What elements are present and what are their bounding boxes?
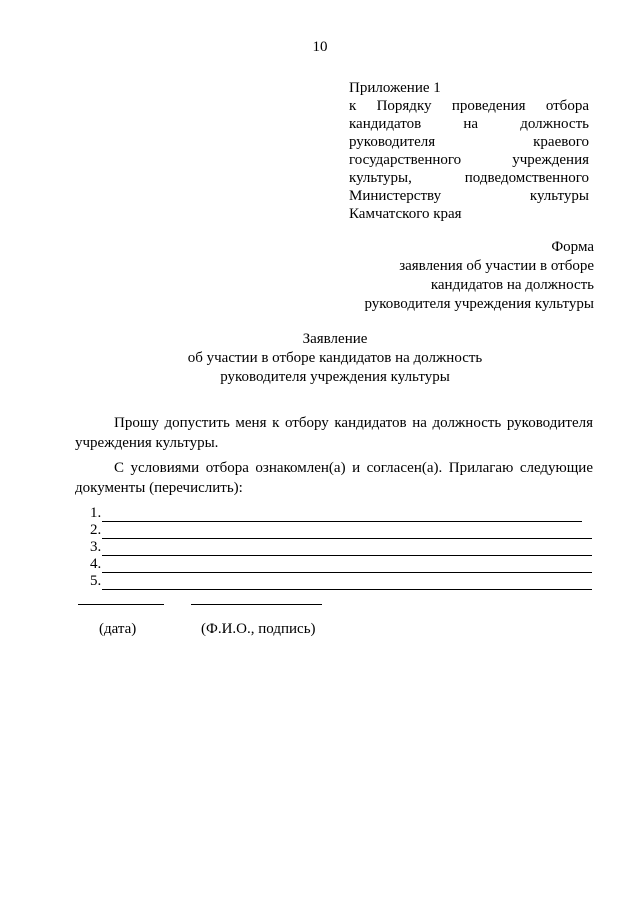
page-number: 10	[312, 39, 328, 55]
form-note-line: кандидатов на должность	[430, 277, 594, 293]
form-note-line: заявления об участии в отборе	[399, 258, 594, 274]
list-item	[90, 505, 592, 522]
title-line: руководителя учреждения культуры	[220, 369, 450, 385]
appendix-word: кандидатов	[349, 116, 422, 132]
appendix-word: отбора	[545, 98, 589, 114]
title-line: об участии в отборе кандидатов на должность	[187, 350, 483, 366]
title-line: Заявление	[302, 331, 368, 347]
appendix-word: к	[349, 98, 357, 114]
form-note-line: руководителя учреждения культуры	[364, 296, 594, 312]
appendix-word: должность	[520, 116, 589, 132]
form-note-line: Форма	[551, 239, 594, 255]
appendix-line	[349, 187, 589, 205]
request-text: Прошу допустить меня к отбору кандидатов на должность руководителя учреждения культуры.	[75, 415, 593, 451]
conditions-paragraph	[75, 458, 593, 498]
form-note	[294, 238, 594, 314]
list-item-number: 1.	[90, 505, 102, 521]
documents-list	[90, 505, 592, 590]
appendix-line	[349, 169, 589, 187]
list-item	[90, 556, 592, 573]
appendix-line	[349, 115, 589, 133]
list-item	[90, 573, 592, 590]
appendix-word: руководителя	[349, 134, 436, 150]
appendix-word: краевого	[533, 134, 589, 150]
name-signature-label: (Ф.И.О., подпись)	[201, 621, 316, 637]
appendix-line	[349, 133, 589, 151]
appendix-word: на	[463, 116, 479, 132]
document-entry-line[interactable]	[102, 542, 592, 556]
list-item	[90, 539, 592, 556]
date-signature-line[interactable]	[78, 604, 164, 605]
document-entry-line[interactable]	[102, 508, 582, 522]
list-item-number: 3.	[90, 539, 102, 555]
list-item-number: 4.	[90, 556, 102, 572]
appendix-line: Камчатского края	[349, 206, 462, 222]
list-item	[90, 522, 592, 539]
name-signature-line[interactable]	[191, 604, 322, 605]
appendix-word: учреждения	[512, 152, 589, 168]
document-entry-line[interactable]	[102, 559, 592, 573]
list-item-number: 2.	[90, 522, 102, 538]
document-entry-line[interactable]	[102, 576, 592, 590]
appendix-word: проведения	[451, 98, 526, 114]
appendix-word: культуры,	[349, 170, 412, 186]
appendix-line	[349, 151, 589, 169]
list-item-number: 5.	[90, 573, 102, 589]
appendix-word: культуры	[529, 188, 589, 204]
request-paragraph	[75, 413, 593, 453]
date-label: (дата)	[99, 621, 137, 637]
conditions-text: С условиями отбора ознакомлен(а) и согласен(а). Прилагаю следующие документы (перечислить):	[75, 460, 593, 496]
document-title	[0, 330, 640, 387]
appendix-header	[349, 79, 589, 223]
appendix-word: Порядку	[376, 98, 432, 114]
appendix-line: Приложение 1	[349, 80, 441, 96]
appendix-word: государственного	[349, 152, 462, 168]
appendix-word: подведомственного	[464, 170, 589, 186]
appendix-word: Министерству	[349, 188, 442, 204]
document-entry-line[interactable]	[102, 525, 592, 539]
appendix-line	[349, 97, 589, 115]
